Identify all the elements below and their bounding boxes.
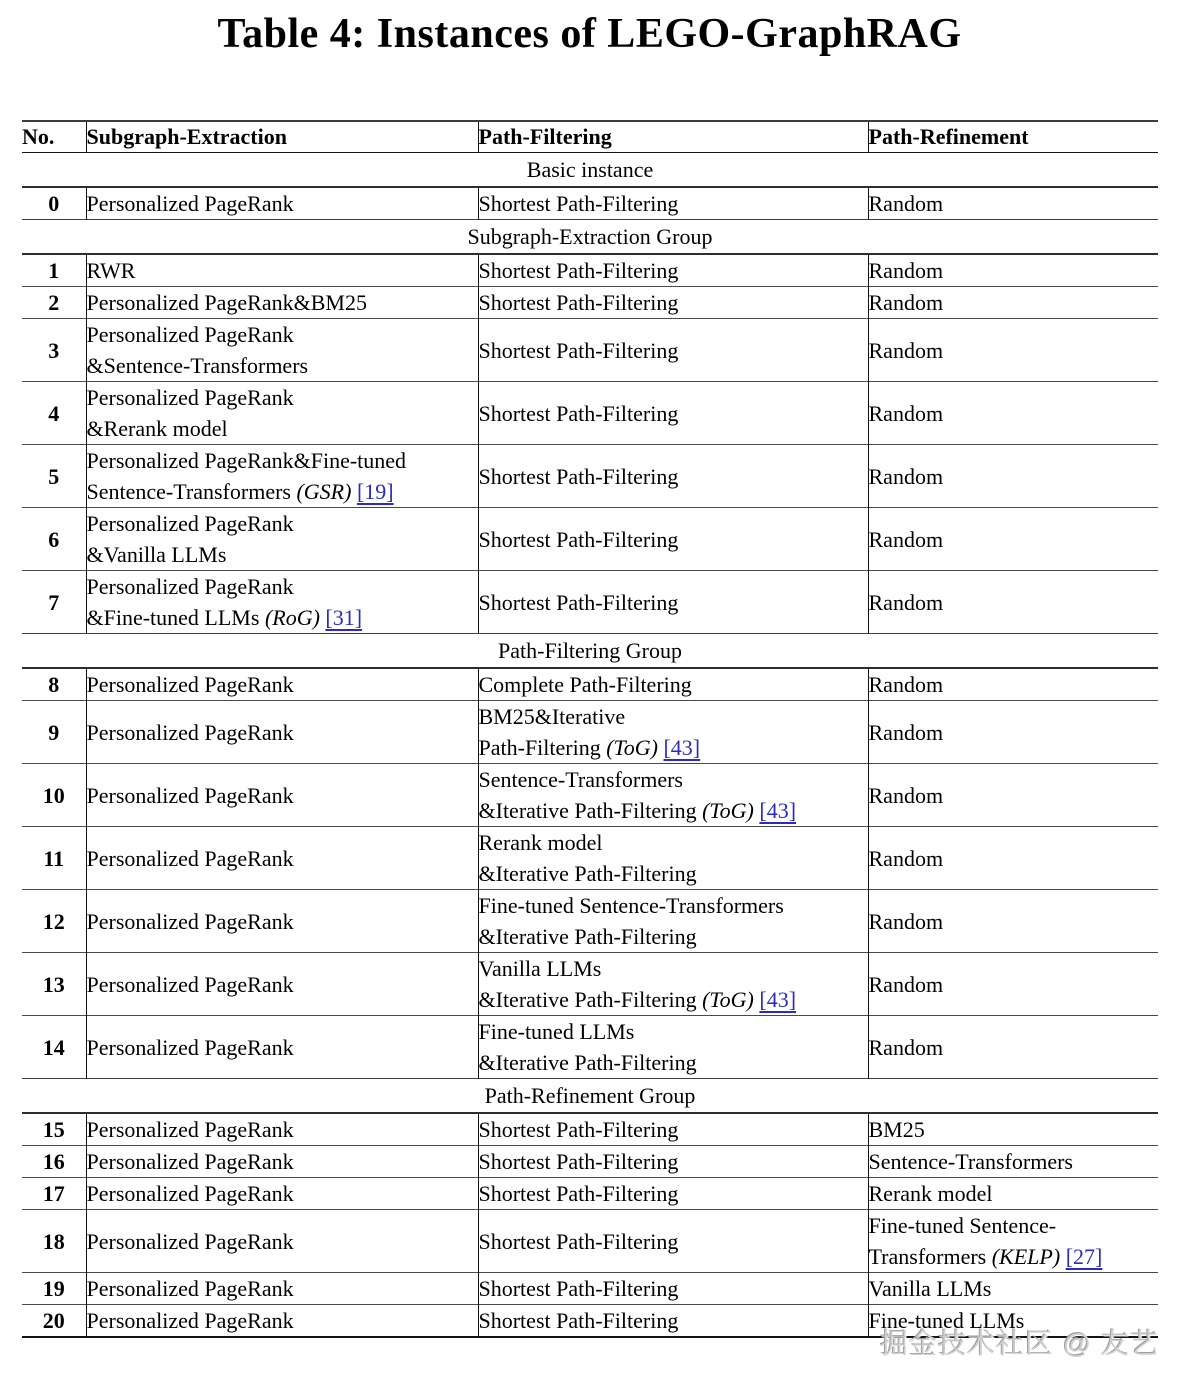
row-number: 14 bbox=[22, 1016, 86, 1079]
cell-line: Random bbox=[868, 400, 944, 426]
cell-line: Personalized PageRank&Fine-tuned bbox=[86, 448, 407, 473]
table-row-6 bbox=[22, 508, 1158, 571]
cell-path-refinement bbox=[868, 827, 1158, 890]
cell-path-filtering bbox=[478, 319, 868, 382]
row-number: 17 bbox=[22, 1178, 86, 1210]
cell-subgraph-extraction bbox=[86, 508, 478, 571]
table-row-14 bbox=[22, 1016, 1158, 1079]
table-row-3 bbox=[22, 319, 1158, 382]
cell-line: &Iterative Path-Filtering (ToG) [43] bbox=[478, 798, 797, 823]
cell-line: &Iterative Path-Filtering (ToG) [43] bbox=[478, 987, 797, 1012]
cell-line: BM25 bbox=[868, 1117, 925, 1142]
cell-line: Personalized PageRank bbox=[86, 845, 294, 871]
cell-line: &Sentence-Transformers bbox=[86, 353, 309, 378]
cell-subgraph-extraction bbox=[86, 1146, 478, 1178]
row-number: 2 bbox=[22, 287, 86, 319]
cell-path-filtering bbox=[478, 1178, 868, 1210]
cell-line: Personalized PageRank bbox=[86, 1308, 294, 1333]
cell-subgraph-extraction bbox=[86, 890, 478, 953]
cell-line: Personalized PageRank bbox=[86, 1276, 294, 1301]
cell-line: &Rerank model bbox=[86, 416, 228, 441]
cell-line: Vanilla LLMs bbox=[478, 956, 602, 981]
cell-line: Fine-tuned LLMs bbox=[478, 1019, 635, 1044]
cell-line: Personalized PageRank&BM25 bbox=[86, 290, 367, 315]
cell-path-filtering bbox=[478, 254, 868, 287]
row-number: 7 bbox=[22, 571, 86, 634]
row-number: 15 bbox=[22, 1113, 86, 1146]
row-number: 13 bbox=[22, 953, 86, 1016]
cell-path-filtering bbox=[478, 571, 868, 634]
citation-link-27[interactable]: [27] bbox=[1065, 1244, 1103, 1269]
cell-subgraph-extraction bbox=[86, 382, 478, 445]
citation-link-43[interactable]: [43] bbox=[663, 735, 701, 760]
cell-line: Fine-tuned Sentence- bbox=[868, 1213, 1057, 1238]
cell-subgraph-extraction bbox=[86, 1210, 478, 1273]
table-row-8 bbox=[22, 668, 1158, 701]
cell-line: Transformers (KELP) [27] bbox=[868, 1244, 1103, 1269]
cell-path-refinement bbox=[868, 287, 1158, 319]
cell-line: Personalized PageRank bbox=[86, 1117, 294, 1142]
cell-line: Personalized PageRank bbox=[86, 1034, 294, 1060]
cell-line: Random bbox=[868, 908, 944, 934]
row-number: 4 bbox=[22, 382, 86, 445]
citation-link-43[interactable]: [43] bbox=[759, 798, 797, 823]
cell-path-refinement bbox=[868, 953, 1158, 1016]
cell-line: Shortest Path-Filtering bbox=[478, 1276, 679, 1301]
cell-subgraph-extraction bbox=[86, 827, 478, 890]
method-acronym: (ToG) bbox=[702, 987, 754, 1012]
row-number: 18 bbox=[22, 1210, 86, 1273]
cell-line: Shortest Path-Filtering bbox=[478, 526, 679, 552]
cell-path-refinement bbox=[868, 890, 1158, 953]
cell-line: Rerank model bbox=[868, 1181, 993, 1206]
col-header-no: No. bbox=[22, 121, 86, 153]
cell-path-refinement bbox=[868, 1178, 1158, 1210]
cell-line: Personalized PageRank bbox=[86, 1149, 294, 1174]
col-header-subgraph-extraction: Subgraph-Extraction bbox=[86, 121, 478, 153]
cell-subgraph-extraction bbox=[86, 1113, 478, 1146]
cell-path-filtering bbox=[478, 701, 868, 764]
cell-line: Complete Path-Filtering bbox=[478, 672, 692, 697]
cell-line: Shortest Path-Filtering bbox=[478, 337, 679, 363]
cell-path-refinement bbox=[868, 1210, 1158, 1273]
cell-path-filtering bbox=[478, 508, 868, 571]
group-row bbox=[22, 153, 1158, 188]
group-row bbox=[22, 220, 1158, 255]
cell-subgraph-extraction bbox=[86, 1016, 478, 1079]
table-row-5 bbox=[22, 445, 1158, 508]
method-acronym: (ToG) bbox=[606, 735, 658, 760]
cell-line: Shortest Path-Filtering bbox=[478, 1181, 679, 1206]
cell-line: Personalized PageRank bbox=[86, 1228, 294, 1254]
cell-path-filtering bbox=[478, 287, 868, 319]
cell-path-refinement bbox=[868, 508, 1158, 571]
citation-link-43[interactable]: [43] bbox=[759, 987, 797, 1012]
cell-line: Random bbox=[868, 463, 944, 489]
watermark: 掘金技术社区 @ 友艺 bbox=[880, 1328, 1159, 1359]
cell-line: Rerank model bbox=[478, 830, 603, 855]
cell-path-filtering bbox=[478, 764, 868, 827]
method-acronym: (RoG) bbox=[264, 605, 320, 630]
cell-path-filtering bbox=[478, 1113, 868, 1146]
group-row bbox=[22, 1079, 1158, 1114]
citation-link-19[interactable]: [19] bbox=[356, 479, 394, 504]
cell-subgraph-extraction bbox=[86, 571, 478, 634]
table-row-12 bbox=[22, 890, 1158, 953]
cell-line: RWR bbox=[86, 258, 136, 283]
cell-subgraph-extraction bbox=[86, 187, 478, 220]
cell-line: &Iterative Path-Filtering bbox=[478, 924, 697, 949]
cell-line: &Vanilla LLMs bbox=[86, 542, 227, 567]
row-number: 5 bbox=[22, 445, 86, 508]
cell-path-filtering bbox=[478, 953, 868, 1016]
cell-line: Shortest Path-Filtering bbox=[478, 1228, 679, 1254]
cell-path-filtering bbox=[478, 187, 868, 220]
cell-line: Shortest Path-Filtering bbox=[478, 463, 679, 489]
cell-line: Shortest Path-Filtering bbox=[478, 589, 679, 615]
row-number: 19 bbox=[22, 1273, 86, 1305]
cell-line: Random bbox=[868, 526, 944, 552]
cell-path-filtering bbox=[478, 445, 868, 508]
row-number: 1 bbox=[22, 254, 86, 287]
row-number: 8 bbox=[22, 668, 86, 701]
cell-line: Random bbox=[868, 719, 944, 745]
cell-path-filtering bbox=[478, 1273, 868, 1305]
cell-path-refinement bbox=[868, 1016, 1158, 1079]
cell-path-refinement bbox=[868, 319, 1158, 382]
cell-line: Personalized PageRank bbox=[86, 1181, 294, 1206]
row-number: 16 bbox=[22, 1146, 86, 1178]
table-row-7 bbox=[22, 571, 1158, 634]
cell-subgraph-extraction bbox=[86, 254, 478, 287]
group-row bbox=[22, 634, 1158, 669]
cell-subgraph-extraction bbox=[86, 764, 478, 827]
table-row-2 bbox=[22, 287, 1158, 319]
cell-line: Sentence-Transformers (GSR) [19] bbox=[86, 479, 394, 504]
document-page bbox=[0, 10, 1179, 1359]
cell-subgraph-extraction bbox=[86, 1305, 478, 1338]
cell-line: Fine-tuned LLMs bbox=[868, 1308, 1025, 1333]
cell-line: Personalized PageRank bbox=[86, 385, 294, 410]
cell-line: Personalized PageRank bbox=[86, 322, 294, 347]
cell-line: Path-Filtering (ToG) [43] bbox=[478, 735, 701, 760]
cell-subgraph-extraction bbox=[86, 287, 478, 319]
table-row-0 bbox=[22, 187, 1158, 220]
row-number: 11 bbox=[22, 827, 86, 890]
group-label: Basic instance bbox=[22, 153, 1158, 188]
cell-line: Shortest Path-Filtering bbox=[478, 191, 679, 216]
cell-line: &Iterative Path-Filtering bbox=[478, 861, 697, 886]
cell-path-refinement bbox=[868, 254, 1158, 287]
cell-line: Personalized PageRank bbox=[86, 908, 294, 934]
cell-line: Personalized PageRank bbox=[86, 971, 294, 997]
table-title: Table 4: Instances of LEGO-GraphRAG bbox=[217, 11, 962, 57]
cell-path-filtering bbox=[478, 1305, 868, 1338]
cell-path-filtering bbox=[478, 668, 868, 701]
row-number: 20 bbox=[22, 1305, 86, 1338]
cell-path-refinement bbox=[868, 1273, 1158, 1305]
cell-line: Vanilla LLMs bbox=[868, 1276, 992, 1301]
row-number: 12 bbox=[22, 890, 86, 953]
cell-line: Random bbox=[868, 191, 944, 216]
cell-line: Random bbox=[868, 337, 944, 363]
cell-path-refinement bbox=[868, 1113, 1158, 1146]
cell-subgraph-extraction bbox=[86, 701, 478, 764]
row-number: 9 bbox=[22, 701, 86, 764]
table-row-13 bbox=[22, 953, 1158, 1016]
table-row-16 bbox=[22, 1146, 1158, 1178]
method-acronym: (KELP) bbox=[991, 1244, 1061, 1269]
row-number: 6 bbox=[22, 508, 86, 571]
cell-line: Random bbox=[868, 672, 944, 697]
group-label: Path-Filtering Group bbox=[22, 634, 1158, 669]
cell-line: BM25&Iterative bbox=[478, 704, 626, 729]
lego-graphrag-instances-table bbox=[22, 120, 1158, 1338]
group-label: Subgraph-Extraction Group bbox=[22, 220, 1158, 255]
table-row-1 bbox=[22, 254, 1158, 287]
cell-path-refinement bbox=[868, 701, 1158, 764]
cell-line: Personalized PageRank bbox=[86, 719, 294, 745]
cell-line: Shortest Path-Filtering bbox=[478, 400, 679, 426]
row-number: 10 bbox=[22, 764, 86, 827]
cell-subgraph-extraction bbox=[86, 1273, 478, 1305]
cell-line: Sentence-Transformers bbox=[478, 767, 683, 792]
cell-path-filtering bbox=[478, 1016, 868, 1079]
cell-subgraph-extraction bbox=[86, 953, 478, 1016]
cell-line: Random bbox=[868, 290, 944, 315]
row-number: 0 bbox=[22, 187, 86, 220]
cell-line: Personalized PageRank bbox=[86, 672, 294, 697]
cell-path-filtering bbox=[478, 1210, 868, 1273]
table-row-18 bbox=[22, 1210, 1158, 1273]
cell-subgraph-extraction bbox=[86, 668, 478, 701]
col-header-path-refinement: Path-Refinement bbox=[868, 121, 1158, 153]
cell-line: Shortest Path-Filtering bbox=[478, 258, 679, 283]
cell-line: Random bbox=[868, 845, 944, 871]
cell-line: Random bbox=[868, 1034, 944, 1060]
cell-line: Sentence-Transformers bbox=[868, 1149, 1073, 1174]
table-row-4 bbox=[22, 382, 1158, 445]
table-row-11 bbox=[22, 827, 1158, 890]
cell-line: Personalized PageRank bbox=[86, 574, 294, 599]
cell-line: Shortest Path-Filtering bbox=[478, 1149, 679, 1174]
table-row-10 bbox=[22, 764, 1158, 827]
table-row-15 bbox=[22, 1113, 1158, 1146]
method-acronym: (GSR) bbox=[296, 479, 352, 504]
method-acronym: (ToG) bbox=[702, 798, 754, 823]
cell-line: Personalized PageRank bbox=[86, 191, 294, 216]
table-row-9 bbox=[22, 701, 1158, 764]
citation-link-31[interactable]: [31] bbox=[325, 605, 363, 630]
group-label: Path-Refinement Group bbox=[22, 1079, 1158, 1114]
cell-path-filtering bbox=[478, 890, 868, 953]
cell-line: Shortest Path-Filtering bbox=[478, 1308, 679, 1333]
cell-path-filtering bbox=[478, 382, 868, 445]
cell-path-refinement bbox=[868, 382, 1158, 445]
cell-line: Random bbox=[868, 589, 944, 615]
cell-path-filtering bbox=[478, 827, 868, 890]
table-row-19 bbox=[22, 1273, 1158, 1305]
col-header-path-filtering: Path-Filtering bbox=[478, 121, 868, 153]
cell-line: Personalized PageRank bbox=[86, 511, 294, 536]
cell-path-refinement bbox=[868, 668, 1158, 701]
cell-line: Shortest Path-Filtering bbox=[478, 1117, 679, 1142]
cell-line: Random bbox=[868, 258, 944, 283]
cell-path-refinement bbox=[868, 764, 1158, 827]
cell-line: &Iterative Path-Filtering bbox=[478, 1050, 697, 1075]
cell-path-refinement bbox=[868, 1146, 1158, 1178]
cell-path-refinement bbox=[868, 571, 1158, 634]
cell-path-filtering bbox=[478, 1146, 868, 1178]
cell-line: Random bbox=[868, 782, 944, 808]
cell-line: Personalized PageRank bbox=[86, 782, 294, 808]
cell-subgraph-extraction bbox=[86, 1178, 478, 1210]
header-row bbox=[22, 121, 1158, 153]
cell-subgraph-extraction bbox=[86, 319, 478, 382]
cell-line: Random bbox=[868, 971, 944, 997]
cell-path-refinement bbox=[868, 445, 1158, 508]
cell-line: &Fine-tuned LLMs (RoG) [31] bbox=[86, 605, 363, 630]
cell-line: Fine-tuned Sentence-Transformers bbox=[478, 893, 784, 918]
row-number: 3 bbox=[22, 319, 86, 382]
table-row-17 bbox=[22, 1178, 1158, 1210]
cell-subgraph-extraction bbox=[86, 445, 478, 508]
cell-path-refinement bbox=[868, 187, 1158, 220]
cell-line: Shortest Path-Filtering bbox=[478, 290, 679, 315]
